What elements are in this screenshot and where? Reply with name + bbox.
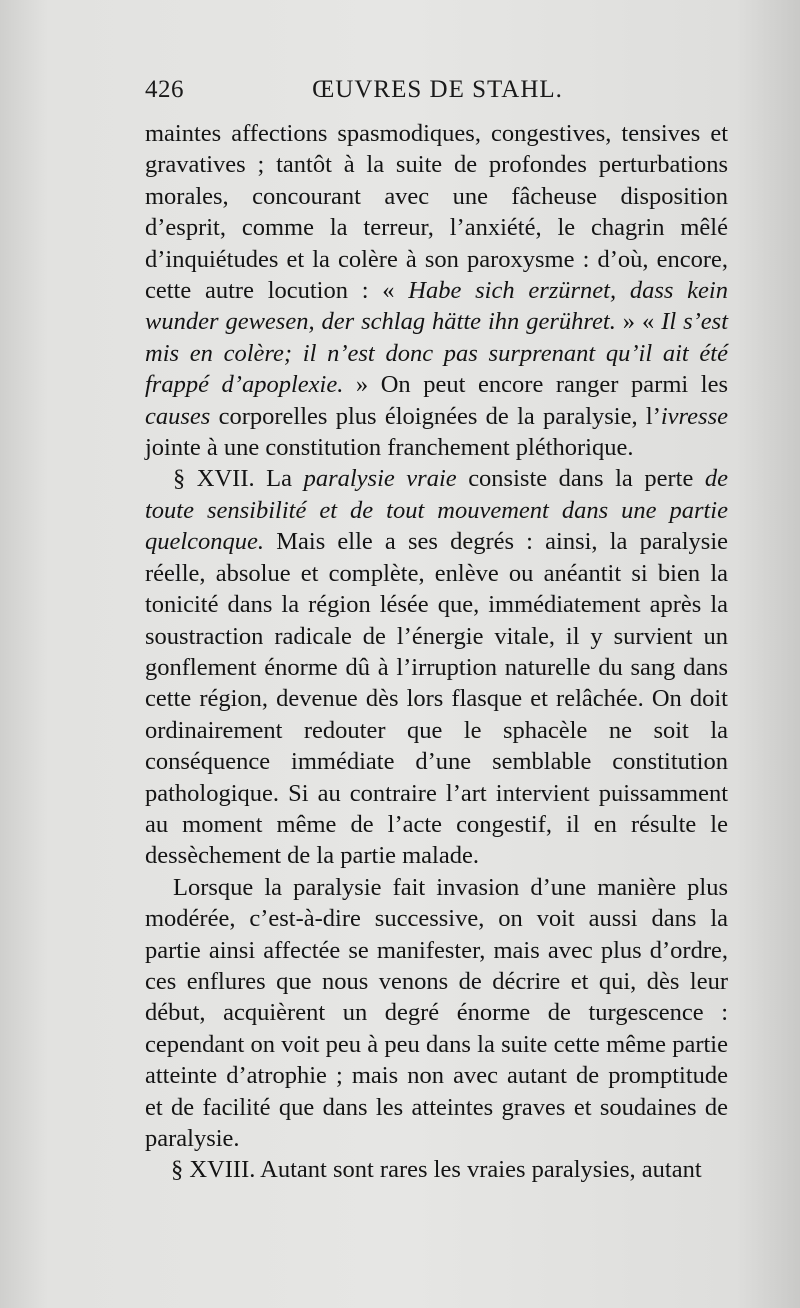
text-segment: Lorsque la paralysie fait invasion d’une manière plus modérée, c’est-à-dire successive, on voit aussi dans la partie ainsi affectée se manifester, mais avec plus d’ordre, ces enflures que nous venons de décrire et qui, dès leur début, acquièrent un degré énorme de turgescence : cependant on voit peu à peu dans la suite cette même partie atteinte d’atrophie ; mais non avec autant de promptitude et de facilité que dans les atteintes graves et soudaines de paralysie.	[145, 873, 728, 1152]
text-segment: consiste dans la perte	[456, 465, 705, 493]
italic-text: de toute sensibilité et de tout mouvement dans une partie quelconque.	[145, 465, 728, 556]
text-segment: § XVIII. Autant sont rares les vraies paralysies, autant	[171, 1156, 702, 1184]
text-segment: Mais elle a ses degrés : ainsi, la paralysie réelle, absolue et complète, enlève ou anéantit si bien la tonicité dans la région lésée que, immédiatement après la soustraction radicale de l’énergie vitale, il y survient un gonflement énorme dû à l’irruption naturelle du sang dans cette région, devenue dès lors flasque et relâchée. On doit ordinairement redouter que le sphacèle ne soit la conséquence immédiate d’une semblable constitution pathologique. Si au contraire l’art intervient puissamment au moment même de l’acte congestif, il en résulte le dessèchement de la partie malade.	[145, 528, 728, 870]
text-segment: » «	[615, 308, 662, 336]
paragraph	[145, 872, 728, 1155]
text-segment: » On peut encore ranger parmi les	[343, 371, 728, 399]
page-number: 426	[145, 76, 184, 103]
text-segment: § XVII. La	[173, 465, 304, 493]
italic-text: Il s’est mis en colère; il n’est donc pas surprenant qu’il ait été frappé d’apoplexie.	[145, 308, 729, 399]
paragraph	[145, 118, 728, 463]
body-text	[145, 118, 728, 1186]
text-segment: corporelles plus éloignées de la paralysie, l’	[210, 402, 661, 430]
running-title: ŒUVRES DE STAHL.	[312, 76, 563, 103]
italic-text: ivresse	[660, 402, 728, 430]
text-segment: jointe à une constitution franchement pléthorique.	[145, 434, 634, 462]
page-header	[145, 76, 730, 116]
italic-text: paralysie vraie	[303, 465, 457, 493]
italic-text: causes	[145, 402, 211, 430]
italic-text: Habe sich erzürnet, dass kein wunder gewesen, der schlag hätte ihn gerühret.	[145, 277, 728, 336]
text-segment: maintes affections spasmodiques, congestives, tensives et gravatives ; tantôt à la suite de profondes perturbations morales, concourant avec une fâcheuse disposition d’esprit, comme la terreur, l’anxiété, le chagrin mêlé d’inquiétudes et la colère à son paroxysme : d’où, encore, cette autre locution : «	[145, 120, 728, 305]
paragraph	[145, 463, 728, 871]
paragraph	[145, 1154, 728, 1185]
